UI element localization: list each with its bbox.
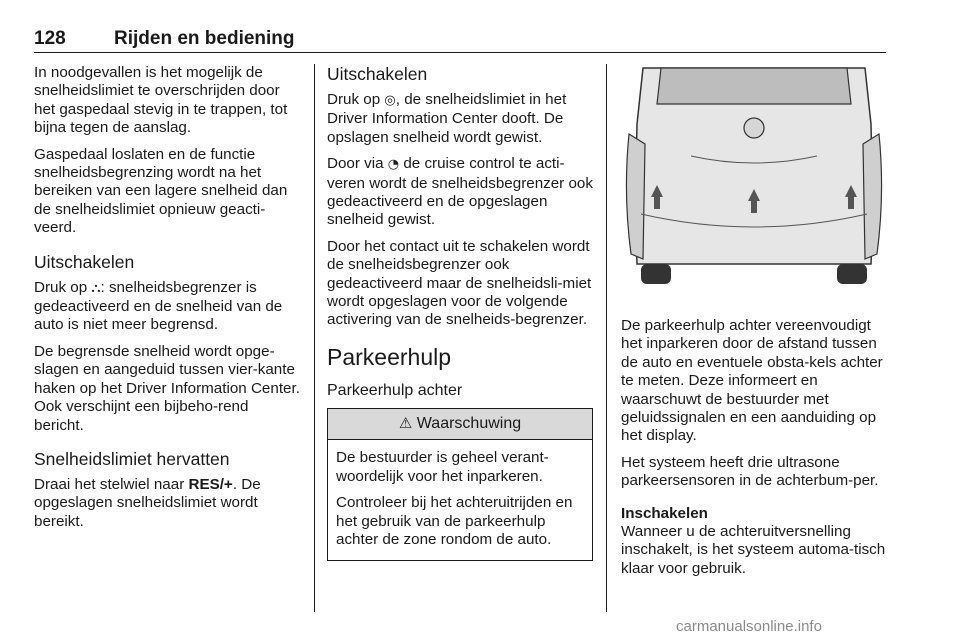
section-heading: Uitschakelen <box>327 64 428 84</box>
subsection-heading: Parkeerhulp achter <box>327 381 463 399</box>
watermark: carmanualsonline.info <box>676 618 822 635</box>
paragraph: In noodgevallen is het mogelijk de snelheidslimiet te overschrijden door het gaspedaal stevig in te trappen, tot bijna tegen de aanslag. <box>34 64 288 137</box>
page-header <box>34 26 886 53</box>
warning-text: Controleer bij het achteruitrijden en het gebruik van de parkeerhulp achter de zone rondom de auto. <box>336 494 573 548</box>
column-3 <box>621 64 889 586</box>
car-rear-illustration <box>621 64 887 299</box>
section-heading: Snelheidslimiet hervatten <box>34 448 230 469</box>
chapter-title: Rijden en bediening <box>114 28 295 49</box>
paragraph: De parkeerhulp achter vereenvoudigt het inparkeren door de afstand tussen de auto en eventuele obsta-kels achter te meten. Deze informeert en waarschuwt de bestuurder met geluidssignalen en een aanduiding op het display. <box>621 317 883 445</box>
subsection-heading: Inschakelen <box>621 504 708 522</box>
warning-header: ⚠ Waarschuwing <box>328 409 592 440</box>
warning-box <box>327 408 593 561</box>
paragraph: Draai het stelwiel naar RES/+. De opgeslagen snelheidslimiet wordt bereikt. <box>34 475 261 530</box>
paragraph: Gaspedaal loslaten en de functie snelheidsbegrenzing wordt na het bereiken van een lagere snelheid dan de snelheidslimiet opnieuw geacti-veerd. <box>34 145 288 237</box>
paragraph: Wanneer u de achteruitversnelling inschakelt, is het systeem automa-tisch klaar voor gebruik. <box>621 523 886 577</box>
warning-text: De bestuurder is geheel verant-woordelijk voor het inparkeren. <box>336 449 549 485</box>
paragraph: Door het contact uit te schakelen wordt de snelheidsbegrenzer ook gedeactiveerd maar de snelheidsli-miet wordt opgeslagen voor de volgende activering van de snelheids-begrenzer. <box>327 237 592 329</box>
cruise-control-icon: ◔ <box>387 157 400 173</box>
column-1 <box>34 64 302 539</box>
page-number: 128 <box>34 28 66 49</box>
speed-limit-icon: ◎ <box>384 93 396 108</box>
column-divider <box>606 64 607 612</box>
paragraph: Druk op ⛬: snelheidsbegrenzer is gedeactiveerd en de snelheid van de auto is niet meer begrensd. <box>34 278 283 334</box>
paragraph: De begrensde snelheid wordt opge-slagen en aangeduid tussen vier-kante haken op het Driver Information Center. Ook verschijnt een bijbeho-rend bericht. <box>34 342 300 434</box>
column-divider <box>314 64 315 612</box>
paragraph: Het systeem heeft drie ultrasone parkeersensoren in de achterbum-per. <box>621 453 879 490</box>
column-2 <box>327 64 593 561</box>
paragraph: Door via ◔ de cruise control te acti-veren wordt de snelheidsbegrenzer ook gedeactiveerd en de opgeslagen snelheid gewist. <box>327 155 593 229</box>
speed-limiter-icon: ⛬ <box>91 280 101 296</box>
warning-triangle-icon: ⚠ <box>398 413 413 432</box>
paragraph: Druk op ◎, de snelheidslimiet in het Driver Information Center dooft. De opslagen snelheid wordt gewist. <box>327 91 567 146</box>
section-heading: Uitschakelen <box>34 251 135 272</box>
chapter-heading: Parkeerhulp <box>327 343 452 370</box>
